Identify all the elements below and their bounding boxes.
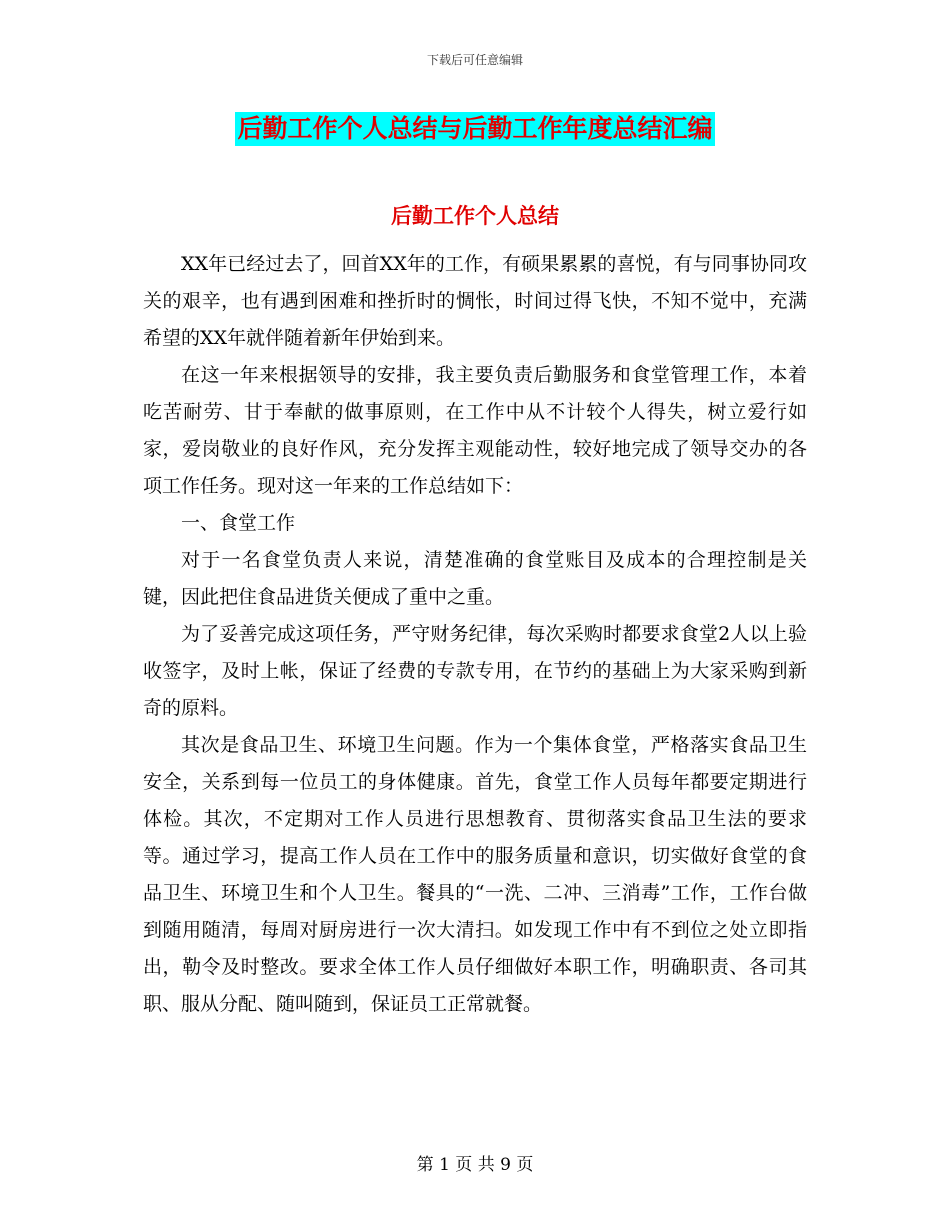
paragraph: XX年已经过去了，回首XX年的工作，有硕果累累的喜悦，有与同事协同攻关的艰辛，也有遇到困难和挫折时的惆怅，时间过得飞快，不知不觉中，充满希望的XX年就伴随着新年伊始到来。 — [143, 253, 807, 349]
document-title-container — [0, 112, 950, 146]
paragraph: 对于一名食堂负责人来说，清楚准确的食堂账目及成本的合理控制是关键，因此把住食品进货关便成了重中之重。 — [143, 549, 807, 608]
subheading: 一、食堂工作 — [181, 512, 296, 534]
paragraph: 在这一年来根据领导的安排，我主要负责后勤服务和食堂管理工作，本着吃苦耐劳、甘于奉献的做事原则，在工作中从不计较个人得失，树立爱行如家，爱岗敬业的良好作风，充分发挥主观能动性，较好地完成了领导交办的各项工作任务。现对这一年来的工作总结如下： — [143, 364, 807, 497]
document-title: 后勤工作个人总结与后勤工作年度总结汇编 — [235, 112, 714, 146]
document-body — [143, 246, 807, 1023]
section-title: 后勤工作个人总结 — [391, 204, 559, 228]
page-header-note: 下载后可任意编辑 — [426, 53, 523, 67]
paragraph: 其次是食品卫生、环境卫生问题。作为一个集体食堂，严格落实食品卫生安全，关系到每一位员工的身体健康。首先，食堂工作人员每年都要定期进行体检。其次，不定期对工作人员进行思想教育、贯彻落实食品卫生法的要求等。通过学习，提高工作人员在工作中的服务质量和意识，切实做好食堂的食品卫生、环境卫生和个人卫生。餐具的“一洗、二冲、三消毒”工作，工作台做到随用随清，每周对厨房进行一次大清扫。如发现工作中有不到位之处立即指出，勒令及时整改。要求全体工作人员仔细做好本职工作，明确职责、各司其职、服从分配、随叫随到，保证员工正常就餐。 — [143, 734, 807, 1015]
page-number: 第 1 页 共 9 页 — [416, 1155, 534, 1175]
paragraph: 为了妥善完成这项任务，严守财务纪律，每次采购时都要求食堂2人以上验收签字，及时上帐，保证了经费的专款专用，在节约的基础上为大家采购到新奇的原料。 — [143, 623, 807, 719]
